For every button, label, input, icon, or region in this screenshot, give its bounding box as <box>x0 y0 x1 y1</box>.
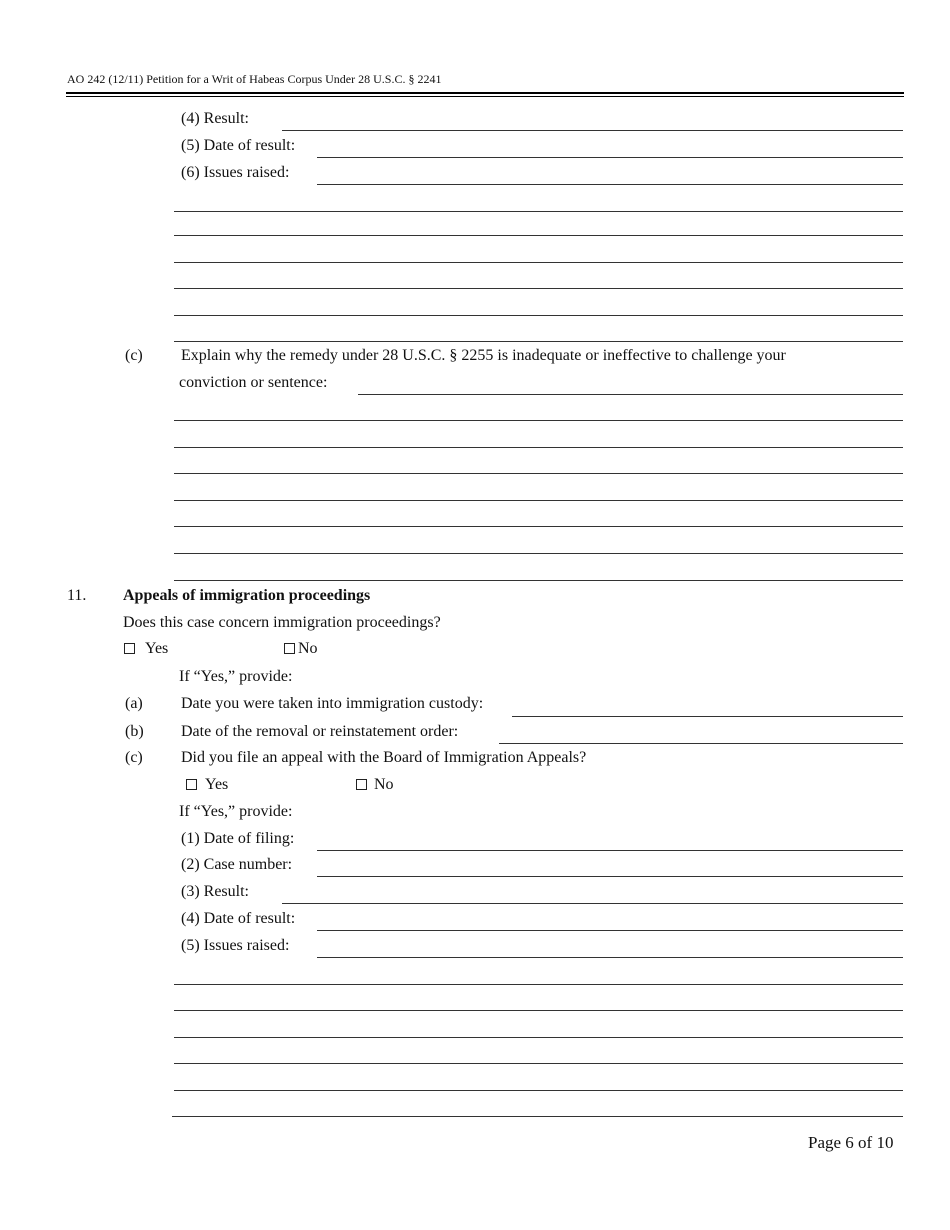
sub-c-text-line2: conviction or sentence: <box>179 374 328 391</box>
bia-result-field[interactable] <box>282 903 903 904</box>
issues-raised-line[interactable] <box>174 315 903 316</box>
bia-issues-line[interactable] <box>174 984 903 985</box>
custody-date-label: Date you were taken into immigration custody: <box>181 695 484 712</box>
item-issues-raised-label: (6) Issues raised: <box>181 164 290 181</box>
immigration-no-label: No <box>298 640 318 657</box>
removal-order-date-label: Date of the removal or reinstatement order: <box>181 723 459 740</box>
removal-order-date-field[interactable] <box>499 743 903 744</box>
date-of-result-field[interactable] <box>317 157 903 158</box>
bia-issues-line[interactable] <box>174 1063 903 1064</box>
bia-date-of-result-label: (4) Date of result: <box>181 910 296 927</box>
bia-issues-line[interactable] <box>174 1037 903 1038</box>
bia-result-label: (3) Result: <box>181 883 249 900</box>
bia-date-of-filing-field[interactable] <box>317 850 903 851</box>
bia-date-of-filing-label: (1) Date of filing: <box>181 830 295 847</box>
explanation-line[interactable] <box>174 500 903 501</box>
bia-case-number-field[interactable] <box>317 876 903 877</box>
bia-issues-line[interactable] <box>174 1010 903 1011</box>
immigration-no-checkbox[interactable] <box>284 643 295 654</box>
explanation-line[interactable] <box>174 447 903 448</box>
bia-if-yes-provide: If “Yes,” provide: <box>179 803 293 820</box>
bia-no-checkbox[interactable] <box>356 779 367 790</box>
page-number: Page 6 of 10 <box>808 1133 894 1152</box>
explanation-line[interactable] <box>174 420 903 421</box>
section-number: 11. <box>67 587 87 604</box>
sub-c-marker: (c) <box>125 347 143 364</box>
result-field[interactable] <box>282 130 903 131</box>
issues-raised-line[interactable] <box>174 262 903 263</box>
form-header-title: AO 242 (12/11) Petition for a Writ of Habeas Corpus Under 28 U.S.C. § 2241 <box>67 72 442 86</box>
issues-raised-field[interactable] <box>317 184 903 185</box>
sub-c-text-line1: Explain why the remedy under 28 U.S.C. § 2255 is inadequate or ineffective to challenge your <box>181 347 786 364</box>
header-rule-thick <box>66 92 904 94</box>
bia-issues-line[interactable] <box>172 1116 903 1117</box>
item-date-of-result-label: (5) Date of result: <box>181 137 296 154</box>
explanation-line[interactable] <box>174 526 903 527</box>
explanation-field[interactable] <box>358 394 903 395</box>
section-title: Appeals of immigration proceedings <box>123 587 371 604</box>
bia-appeal-question: Did you file an appeal with the Board of Immigration Appeals? <box>181 749 587 766</box>
bia-yes-checkbox[interactable] <box>186 779 197 790</box>
bia-issues-raised-label: (5) Issues raised: <box>181 937 290 954</box>
bia-date-of-result-field[interactable] <box>317 930 903 931</box>
immigration-yes-label: Yes <box>145 640 169 657</box>
item-result-label: (4) Result: <box>181 110 249 127</box>
explanation-line[interactable] <box>174 553 903 554</box>
bia-case-number-label: (2) Case number: <box>181 856 293 873</box>
sub-a-marker: (a) <box>125 695 143 712</box>
issues-raised-line[interactable] <box>174 235 903 236</box>
bia-yes-label: Yes <box>205 776 229 793</box>
issues-raised-line[interactable] <box>174 341 903 342</box>
if-yes-provide: If “Yes,” provide: <box>179 668 293 685</box>
issues-raised-line[interactable] <box>174 288 903 289</box>
immigration-question: Does this case concern immigration proceedings? <box>123 614 441 631</box>
issues-raised-line[interactable] <box>174 211 903 212</box>
sub-c-marker-bia: (c) <box>125 749 143 766</box>
bia-issues-raised-field[interactable] <box>317 957 903 958</box>
bia-no-label: No <box>374 776 394 793</box>
explanation-line[interactable] <box>174 580 903 581</box>
immigration-yes-checkbox[interactable] <box>124 643 135 654</box>
sub-b-marker: (b) <box>125 723 144 740</box>
explanation-line[interactable] <box>174 473 903 474</box>
header-rule-thin <box>66 96 904 97</box>
bia-issues-line[interactable] <box>174 1090 903 1091</box>
custody-date-field[interactable] <box>512 716 903 717</box>
